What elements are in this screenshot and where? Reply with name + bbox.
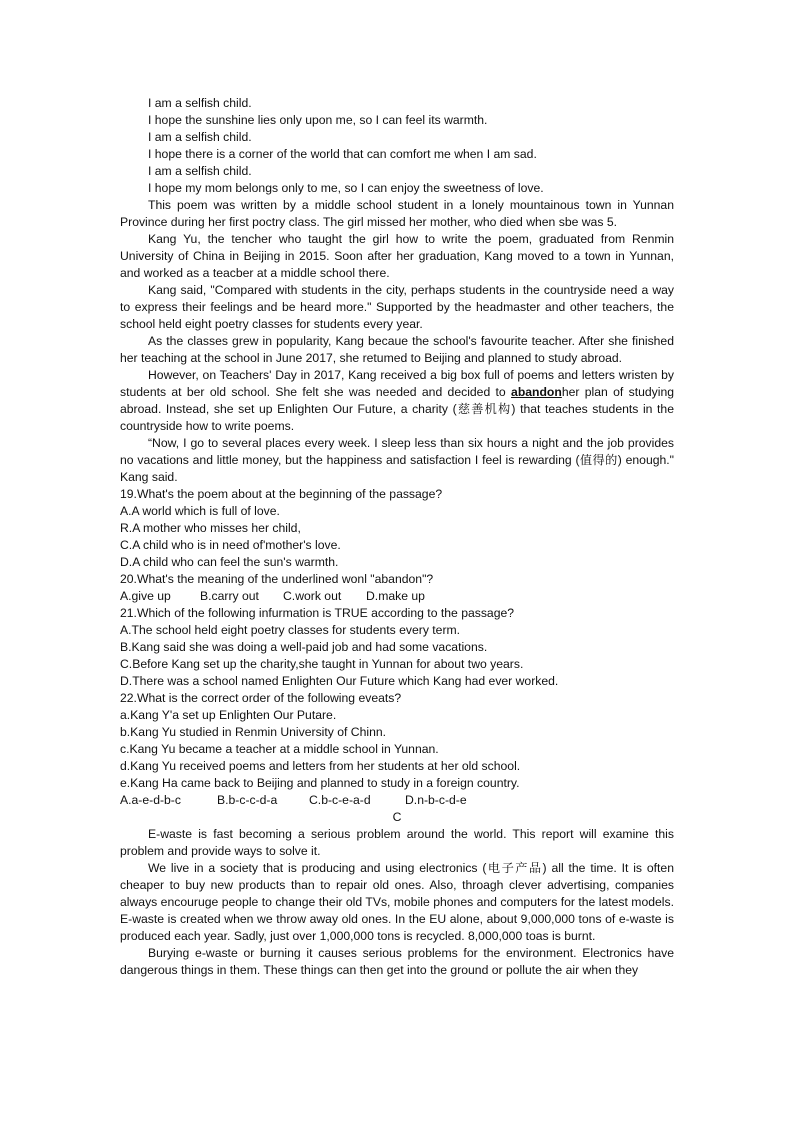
question-22-event-e: e.Kang Ha came back to Beijing and planned to study in a foreign country. [120,776,520,790]
question-21-option-a: A.The school held eight poetry classes for students every term. [120,623,461,637]
poem-line-5: I am a selfish child. [148,164,252,178]
question-22-option-d: D.n-b-c-d-e [405,793,467,807]
passage-paragraph-1: This poem was written by a middle school student in a lonely mountainous town in Yunnan Province during her first poctry class. The girl missed her mother, who died when sbe was 5. [120,198,674,229]
question-19-option-b: R.A mother who misses her child, [120,521,301,535]
poem-line-3: I am a selfish child. [148,130,252,144]
passage-paragraph-5 [120,367,674,435]
paragraph-5-start: However, on Teachers' Day in 2017, Kang received a big box full of poems and letters wristen by students at ber old school. She felt she was needed and decided to [120,368,674,399]
question-19-option-a: A.A world which is full of love. [120,504,280,518]
poem-line-1: I am a selfish child. [148,96,252,110]
question-20-option-a: A.give up [120,589,171,603]
question-22-option-c: C.b-c-e-a-d [309,793,371,807]
question-22-event-d: d.Kang Yu received poems and letters from her students at her old school. [120,759,521,773]
section-c-paragraph-1: E-waste is fast becoming a serious problem around the world. This report will examine this problem and provide ways to solve it. [120,827,674,858]
passage-paragraph-4: As the classes grew in popularity, Kang becaue the school's favourite teacher. After she finished her teaching at the school in June 2017, she retumed to Beijing and planned to study abroad. [120,334,674,365]
document-page [120,95,674,979]
question-19-option-d: D.A child who can feel the sun's warmth. [120,555,339,569]
question-21-stem: 21.Which of the following infurmation is TRUE according to the passage? [120,606,515,620]
question-22-stem: 22.What is the correct order of the following eveats? [120,691,402,705]
passage-paragraph-2: Kang Yu, the tencher who taught the girl how to write the poem, graduated from Renmin University of China in Beijing in 2015. Soon after her graduation, Kang moved to a town in Yunnan, and worked as a teacber at a middle school there. [120,232,674,280]
question-19-option-c: C.A child who is in need of'mother's love. [120,538,341,552]
passage-paragraph-3: Kang said, "Compared with students in the city, perhaps students in the countryside need a way to express their feelings and be heard more." Supported by the headmaster and other teachers, the school held eight poetry classes for students every year. [120,283,674,331]
question-19-stem: 19.What's the poem about at the beginning of the passage? [120,487,443,501]
question-22-option-a: A.a-e-d-b-c [120,793,181,807]
question-21-option-d: D.There was a school named Enlighten Our Future which Kang had ever worked. [120,674,559,688]
question-21-option-c: C.Before Kang set up the charity,she taught in Yunnan for about two years. [120,657,524,671]
question-22-event-a: a.Kang Y'a set up Enlighten Our Putare. [120,708,337,722]
section-c-paragraph-2: We live in a society that is producing and using electronics (电子产品) all the time. It is often cheaper to buy new products than to repair old ones. Also, throagh clever advertising, companies always encouruge people to change their old TVs, mobile phones and computers for the latest models. E-waste is created when we throw away old ones. In the EU alone, about 9,000,000 tons of e-waste is produced each year. Sadly, just over 1,000,000 tons is recycled. 8,000,000 toas is burnt. [120,861,674,943]
poem-line-6: I hope my mom belongs only to me, so I can enjoy the sweetness of love. [148,181,544,195]
question-20-option-c: C.work out [283,589,342,603]
poem-line-4: I hope there is a corner of the world that can comfort me when I am sad. [148,147,537,161]
paragraph-5-end: her plan of studying abroad. Instead, she set up Enlighten Our Future, a charity (慈善机构) that teaches students in the countryside how to write poems. [120,385,675,433]
question-22-option-b: B.b-c-c-d-a [217,793,278,807]
question-20-options [120,588,674,605]
question-22-event-b: b.Kang Yu studied in Renmin University of Chinn. [120,725,387,739]
section-heading-c: C [392,810,402,824]
question-20-stem: 20.What's the meaning of the underlined wonl "abandon"? [120,572,434,586]
poem-line-2: I hope the sunshine lies only upon me, so I can feel its warmth. [148,113,488,127]
question-22-event-c: c.Kang Yu became a teacher at a middle school in Yunnan. [120,742,439,756]
passage-paragraph-6: “Now, I go to several places every week. I sleep less than six hours a night and the job provides no vacations and little money, but the happiness and satisfaction I feel is rewarding (值得的) enough." Kang said. [120,436,674,484]
section-c-paragraph-3: Burying e-waste or burning it causes serious problems for the environment. Electronics have dangerous things in them. These things can then get into the ground or pollute the air when they [120,946,674,977]
question-20-option-d: D.make up [366,589,425,603]
underlined-word-abandon: abandon [511,385,562,399]
question-22-options [120,792,674,809]
question-20-option-b: B.carry out [200,589,259,603]
question-21-option-b: B.Kang said she was doing a well-paid job and had some vacations. [120,640,488,654]
